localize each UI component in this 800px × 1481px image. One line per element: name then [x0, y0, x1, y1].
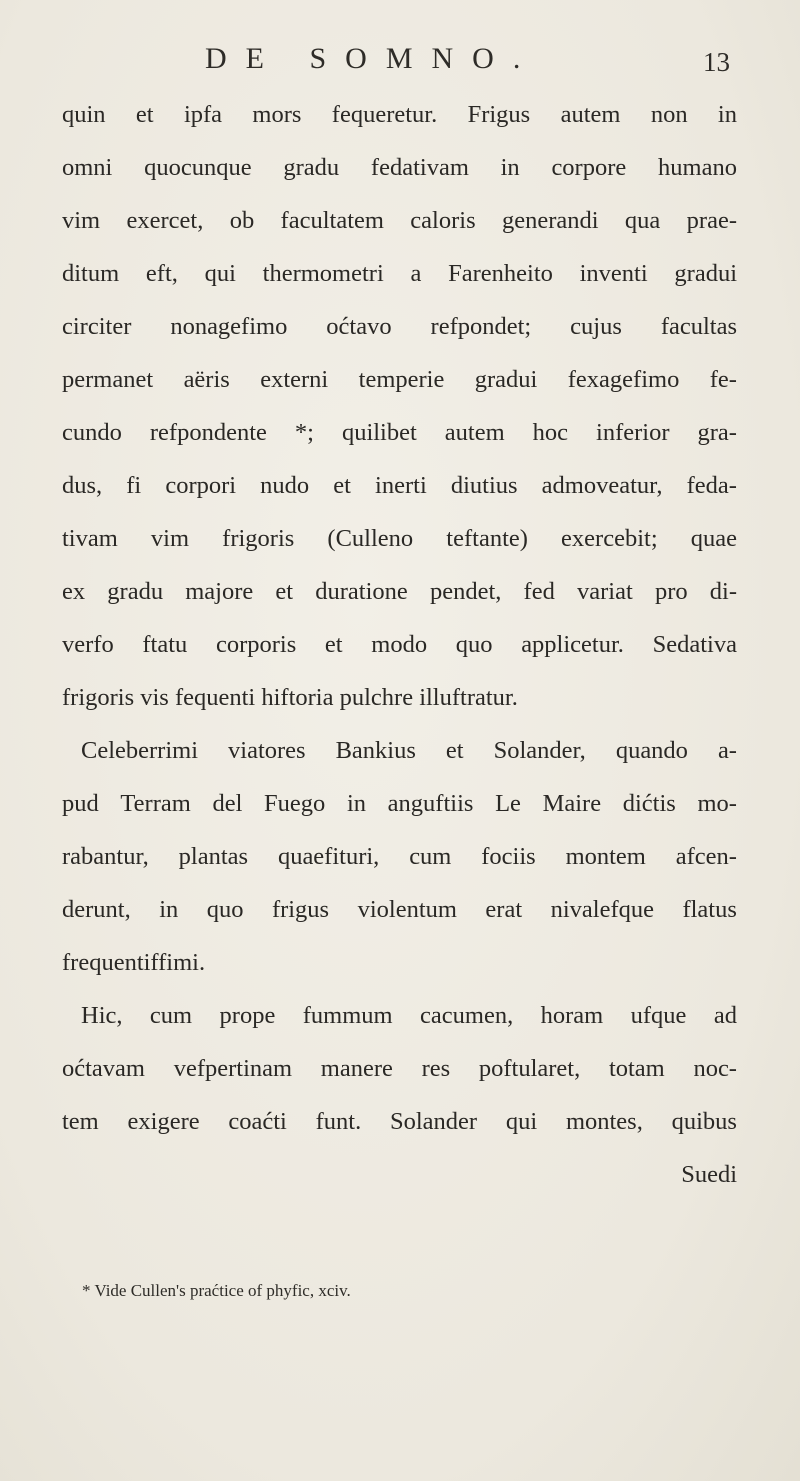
word: gradu [283, 154, 340, 181]
word: fociis [481, 843, 536, 870]
word: cacumen, [420, 1002, 514, 1029]
text-line [62, 512, 737, 565]
word: quae [690, 525, 737, 552]
word: Bankius [335, 737, 416, 764]
word: variat [577, 578, 633, 605]
word: Solander, [493, 737, 586, 764]
word: hoc [532, 419, 569, 446]
word: afcen- [675, 843, 737, 870]
word: modo [371, 631, 428, 658]
word: corpore [551, 154, 627, 181]
footnote: * Vide Cullen's praćtice of phyfic, xciv. [82, 1281, 351, 1300]
word: teftante) [446, 525, 528, 552]
word: di- [709, 578, 737, 605]
text-line [62, 1095, 737, 1148]
word: erat [485, 896, 523, 923]
word: tivam [62, 525, 118, 552]
word: et [445, 737, 464, 764]
word: in [346, 790, 367, 817]
word: humano [658, 154, 737, 181]
word: viatores [228, 737, 306, 764]
word: fi [126, 472, 142, 499]
word: montes, [565, 1108, 643, 1135]
word: autem [444, 419, 505, 446]
word: oćtavam [62, 1055, 145, 1082]
word: nudo [260, 472, 310, 499]
word: exercet, [126, 207, 204, 234]
word: vefpertinam [173, 1055, 293, 1082]
word: feda- [686, 472, 737, 499]
word: cum [149, 1002, 193, 1029]
word: prae- [686, 207, 737, 234]
word: a [410, 260, 422, 287]
word: corpori [165, 472, 237, 499]
word: exercebit; [561, 525, 658, 552]
word: cum [409, 843, 452, 870]
word: fed [523, 578, 555, 605]
word: noc- [693, 1055, 737, 1082]
word: mo- [697, 790, 737, 817]
word: poftularet, [478, 1055, 581, 1082]
text-line [62, 300, 737, 353]
word: thermometri [262, 260, 384, 287]
word: quibus [671, 1108, 737, 1135]
word: dićtis [622, 790, 676, 817]
word: gradui [474, 366, 538, 393]
word: mors [252, 101, 302, 128]
word: horam [540, 1002, 604, 1029]
word: quo [206, 896, 244, 923]
word: anguftiis [387, 790, 474, 817]
word: del [212, 790, 243, 817]
word: facultas [660, 313, 737, 340]
word: in [500, 154, 520, 181]
word: gra- [697, 419, 737, 446]
word: qui [505, 1108, 538, 1135]
word: frigoris [222, 525, 295, 552]
text-line [62, 406, 737, 459]
word: generandi [501, 207, 599, 234]
word: circiter [62, 313, 132, 340]
text-line: frequentiffimi. [62, 949, 206, 976]
text-line [62, 353, 737, 406]
word: et [333, 472, 351, 499]
word: et [275, 578, 294, 605]
word: res [421, 1055, 451, 1082]
text-line [62, 989, 737, 1042]
word: et [324, 631, 343, 658]
word: majore [185, 578, 254, 605]
catchword-text: Suedi [681, 1161, 737, 1188]
word: Fuego [264, 790, 326, 817]
word: fummum [302, 1002, 393, 1029]
text-line [62, 194, 737, 247]
word: montem [565, 843, 646, 870]
word: omni [62, 154, 113, 181]
word: Solander [390, 1108, 478, 1135]
word: funt. [315, 1108, 362, 1135]
word: Celeberrimi [81, 737, 199, 764]
word: plantas [178, 843, 249, 870]
word: in [159, 896, 179, 923]
word: quilibet [341, 419, 417, 446]
word: Le [495, 790, 521, 817]
word: ob [229, 207, 255, 234]
word: ftatu [142, 631, 188, 658]
word: ufque [630, 1002, 687, 1029]
word: fexagefimo [567, 366, 680, 393]
word: in [717, 101, 737, 128]
word: admoveatur, [541, 472, 663, 499]
text-line [62, 565, 737, 618]
word: quando [615, 737, 688, 764]
word: *; [294, 419, 314, 446]
word: tem [62, 1108, 99, 1135]
word: vim [62, 207, 101, 234]
word: coaćti [228, 1108, 287, 1135]
word: Farenheito [448, 260, 553, 287]
text-line [62, 830, 737, 883]
word: quaefituri, [277, 843, 380, 870]
word: verfo [62, 631, 114, 658]
word: rabantur, [62, 843, 149, 870]
word: Terram [120, 790, 191, 817]
body-text [62, 88, 737, 1201]
text-line [62, 247, 737, 300]
word: pro [654, 578, 688, 605]
word: gradu [107, 578, 164, 605]
word: nivalefque [550, 896, 654, 923]
word: eft, [145, 260, 178, 287]
word: derunt, [62, 896, 131, 923]
word: a- [717, 737, 737, 764]
word: flatus [682, 896, 737, 923]
word: quin [62, 101, 106, 128]
word: nonagefimo [170, 313, 288, 340]
word: ipfa [183, 101, 223, 128]
word: Frigus [467, 101, 531, 128]
word: diutius [450, 472, 518, 499]
word: et [135, 101, 154, 128]
word: externi [260, 366, 329, 393]
text-line [62, 459, 737, 512]
word: qui [204, 260, 236, 287]
word: inventi [579, 260, 648, 287]
text-line [62, 724, 737, 777]
text-line: frigoris vis fequenti hiftoria pulchre illuftratur. [62, 684, 518, 711]
word: fedativam [370, 154, 469, 181]
word: manere [320, 1055, 393, 1082]
word: gradui [674, 260, 737, 287]
word: autem [560, 101, 621, 128]
word: Hic, [81, 1002, 123, 1029]
word: permanet [62, 366, 154, 393]
word: refpondet; [430, 313, 532, 340]
word: temperie [358, 366, 445, 393]
word: caloris [410, 207, 476, 234]
word: quo [455, 631, 493, 658]
word: non [650, 101, 688, 128]
word: pendet, [429, 578, 502, 605]
word: quocunque [144, 154, 252, 181]
word: violentum [357, 896, 457, 923]
word: pud [62, 790, 99, 817]
word: inerti [375, 472, 427, 499]
text-line [62, 618, 737, 671]
word: dus, [62, 472, 103, 499]
word: ex [62, 578, 86, 605]
word: oćtavo [326, 313, 392, 340]
word: aëris [183, 366, 230, 393]
word: Maire [542, 790, 602, 817]
word: inferior [596, 419, 670, 446]
word: applicetur. [521, 631, 624, 658]
word: frigus [271, 896, 330, 923]
word: qua [624, 207, 661, 234]
word: exigere [127, 1108, 200, 1135]
word: cundo [62, 419, 122, 446]
text-line [62, 1042, 737, 1095]
word: ad [713, 1002, 737, 1029]
catchword [62, 1148, 737, 1201]
word: fequeretur. [331, 101, 438, 128]
word: Sedativa [652, 631, 737, 658]
word: facultatem [280, 207, 384, 234]
word: (Culleno [327, 525, 414, 552]
text-line [62, 88, 737, 141]
page-number: 13 [703, 47, 730, 77]
word: cujus [570, 313, 622, 340]
running-title: DE SOMNO. [205, 42, 540, 75]
word: ditum [62, 260, 120, 287]
word: prope [219, 1002, 276, 1029]
text-line [62, 883, 737, 936]
text-line [62, 777, 737, 830]
word: refpondente [149, 419, 267, 446]
word: corporis [215, 631, 297, 658]
word: fe- [709, 366, 737, 393]
word: vim [150, 525, 190, 552]
text-line [62, 141, 737, 194]
word: totam [608, 1055, 665, 1082]
word: duratione [315, 578, 408, 605]
